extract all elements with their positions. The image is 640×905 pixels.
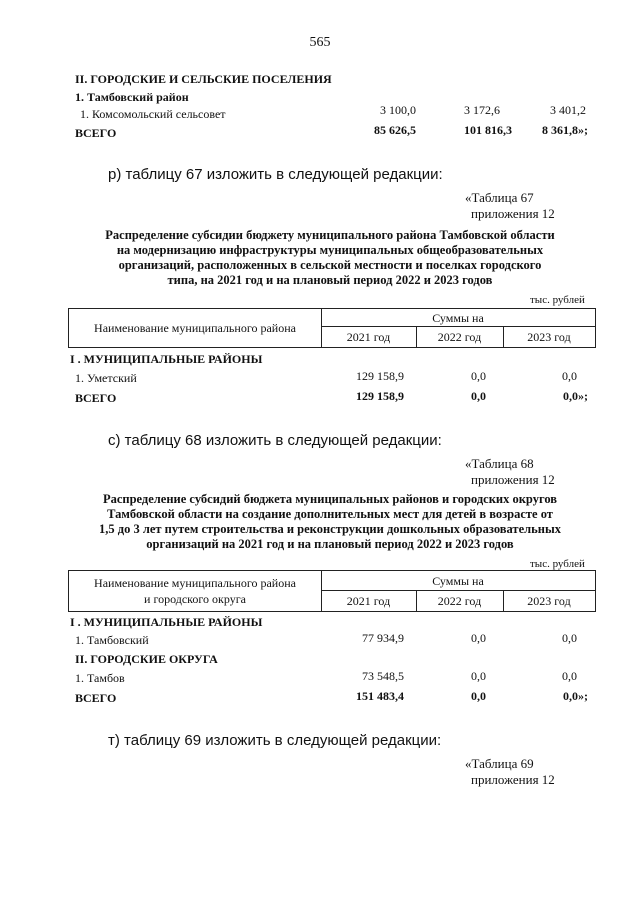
table68-total-2021: 151 483,4 <box>356 689 404 703</box>
table68-row2-2023: 0,0 <box>562 669 577 683</box>
table67-total-2022: 0,0 <box>471 389 486 403</box>
col-sums-header: Суммы на <box>432 311 484 325</box>
col-2023: 2023 год <box>527 330 571 344</box>
paragraph-s: с) таблицу 68 изложить в следующей редакции: <box>108 432 442 449</box>
total-value-2021: 85 626,5 <box>374 123 416 137</box>
section-heading: II. ГОРОДСКИЕ И СЕЛЬСКИЕ ПОСЕЛЕНИЯ <box>75 72 332 86</box>
row-value-2021: 3 100,0 <box>380 103 416 117</box>
col-name-header-line2: и городского округа <box>144 592 246 606</box>
table67-section: I . МУНИЦИПАЛЬНЫЕ РАЙОНЫ <box>70 352 263 366</box>
table68-row1-2023: 0,0 <box>562 631 577 645</box>
district-heading: 1. Тамбовский район <box>75 90 189 104</box>
col-sums-header: Суммы на <box>432 574 484 588</box>
table68-ref-line2: приложения 12 <box>471 472 555 487</box>
table68-unit: тыс. рублей <box>530 558 585 570</box>
table68-total-2022: 0,0 <box>471 689 486 703</box>
table67-row-2022: 0,0 <box>471 369 486 383</box>
table68-title: Распределение субсидий бюджета муниципальных районов и городских округов Тамбовской области на создание дополнительных мест для детей в возрасте от 1,5 до 3 лет путем строительства и реконструкции дошкольных образовательных организаций на 2021 год и на плановый период 2022 и 2023 годов <box>99 492 561 551</box>
paragraph-t: т) таблицу 69 изложить в следующей редакции: <box>108 732 442 749</box>
table69-ref-line2: приложения 12 <box>471 772 555 787</box>
table67-title: Распределение субсидии бюджету муниципального района Тамбовской области на модернизацию инфраструктуры муниципальных общеобразовательных организаций, расположенных в сельской местности и поселках городского типа, на 2021 год и на плановый период 2022 и 2023 годов <box>105 228 555 287</box>
table67-ref-line1: «Таблица 67 <box>465 190 534 205</box>
col-2022: 2022 год <box>437 330 482 344</box>
table68-row2-2022: 0,0 <box>471 669 486 683</box>
col-2023: 2023 год <box>527 594 571 608</box>
table68-ref-line1: «Таблица 68 <box>465 456 534 471</box>
table68-row2-name: 1. Тамбов <box>75 671 125 685</box>
table68-row1-name: 1. Тамбовский <box>75 633 149 647</box>
col-name-header-line1: Наименование муниципального района <box>94 576 296 590</box>
table67-unit: тыс. рублей <box>530 294 585 306</box>
table67-header <box>68 308 596 348</box>
total-value-2023: 8 361,8»; <box>542 123 588 137</box>
table67-total-2021: 129 158,9 <box>356 389 404 403</box>
col-2021: 2021 год <box>346 594 391 608</box>
table69-ref-line1: «Таблица 69 <box>465 756 534 771</box>
table67-row-name: 1. Уметский <box>75 371 137 385</box>
table67-ref-line2: приложения 12 <box>471 206 555 221</box>
paragraph-r: р) таблицу 67 изложить в следующей редакции: <box>108 166 443 183</box>
total-label: ВСЕГО <box>75 126 117 140</box>
row-value-2023: 3 401,2 <box>550 103 586 117</box>
row-value-2022: 3 172,6 <box>464 103 500 117</box>
table68-section1: I . МУНИЦИПАЛЬНЫЕ РАЙОНЫ <box>70 615 263 629</box>
table67-row-2021: 129 158,9 <box>356 369 404 383</box>
page-number: 565 <box>309 35 331 50</box>
table67-total-2023: 0,0»; <box>563 389 588 403</box>
col-name-header: Наименование муниципального района <box>94 321 296 335</box>
table67-total-label: ВСЕГО <box>75 391 117 405</box>
table68-row2-2021: 73 548,5 <box>362 669 404 683</box>
table68-row1-2022: 0,0 <box>471 631 486 645</box>
table68-header <box>68 570 596 612</box>
row-name: 1. Комсомольский сельсовет <box>80 107 226 121</box>
col-2022: 2022 год <box>437 594 482 608</box>
table68-section2: II. ГОРОДСКИЕ ОКРУГА <box>75 652 218 666</box>
total-value-2022: 101 816,3 <box>464 123 512 137</box>
table68-total-2023: 0,0»; <box>563 689 588 703</box>
table67-row-2023: 0,0 <box>562 369 577 383</box>
col-2021: 2021 год <box>346 330 391 344</box>
table68-total-label: ВСЕГО <box>75 691 117 705</box>
table68-row1-2021: 77 934,9 <box>362 631 404 645</box>
